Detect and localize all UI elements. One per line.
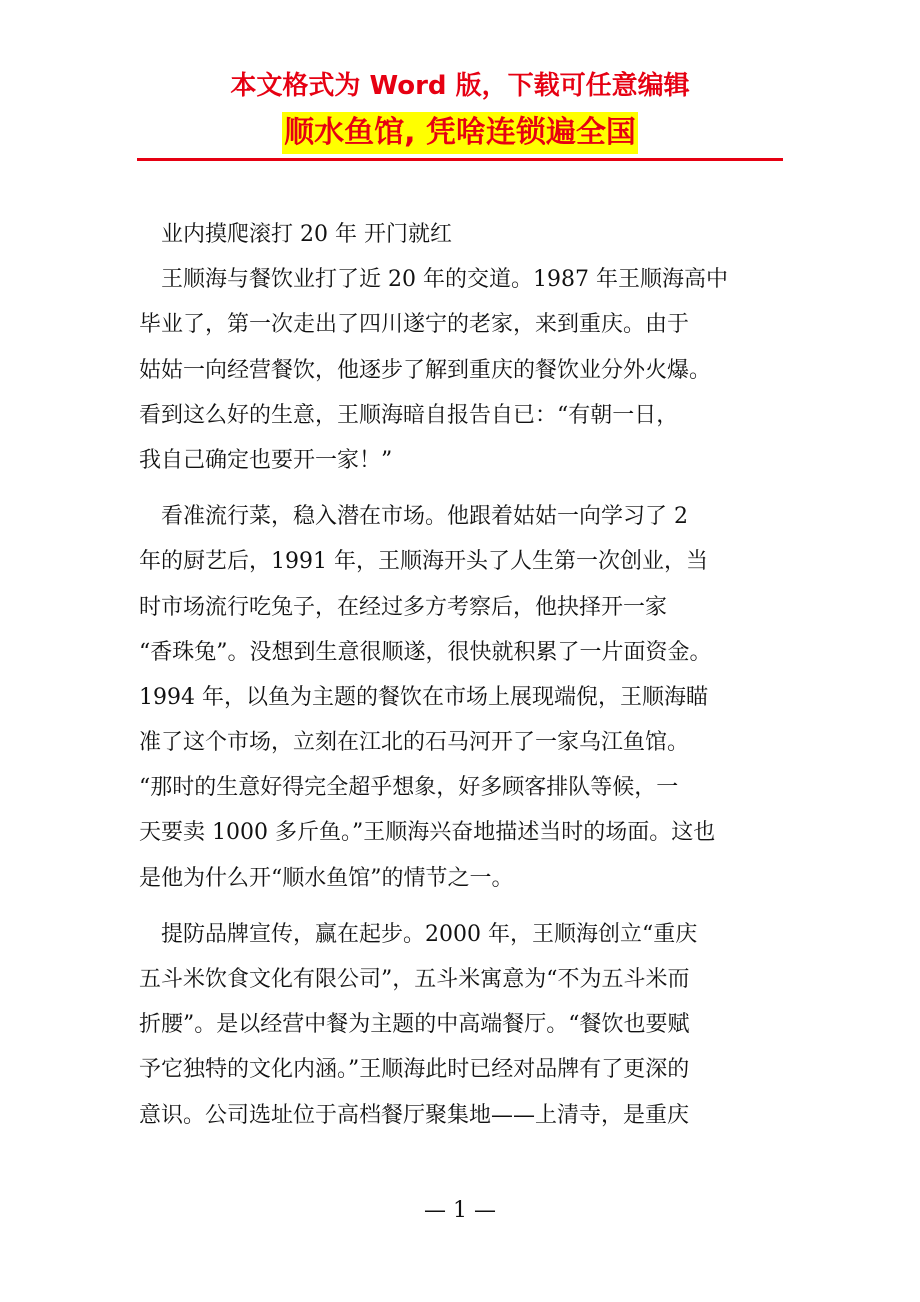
text-line: “香珠兔”。没想到生意很顺遂，很快就积累了一片面资金。 bbox=[139, 639, 712, 665]
text-line: 年的厨艺后，1991 年，王顺海开头了人生第一次创业，当 bbox=[139, 549, 708, 575]
document-title: 顺水鱼馆, 凭啥连锁遍全国 bbox=[282, 112, 638, 154]
text-line: 时市场流行吃兔子，在经过多方考察后，他抉择开一家 bbox=[139, 594, 668, 620]
text-line: 五斗米饮食文化有限公司”，五斗米寓意为“不为五斗米而 bbox=[139, 967, 690, 992]
text-line: 姑姑一向经营餐饮，他逐步了解到重庆的餐饮业分外火爆。 bbox=[139, 357, 712, 383]
section-heading: 业内摸爬滚打 20 年 开门就红 bbox=[139, 222, 452, 247]
text-line: 看到这么好的生意，王顺海暗自报告自已：“有朝一日， bbox=[139, 402, 679, 428]
text-line: 1994 年，以鱼为主题的餐饮在市场上展现端倪，王顺海瞄 bbox=[139, 684, 708, 710]
title-container bbox=[0, 112, 920, 154]
text-line: 王顺海与餐饮业打了近 20 年的交道。1987 年王顺海高中 bbox=[139, 267, 728, 293]
text-line: “那时的生意好得完全超乎想象，好多顾客排队等候，一 bbox=[139, 775, 679, 801]
text-line: 意识。公司选址位于高档餐厅聚集地——上清寺，是重庆 bbox=[139, 1102, 690, 1128]
title-divider bbox=[137, 158, 783, 161]
text-line: 是他为什么开“顺水鱼馆”的情节之一。 bbox=[139, 865, 514, 891]
format-banner: 本文格式为 Word 版，下载可任意编辑 bbox=[230, 71, 690, 101]
text-line: 提防品牌宣传，赢在起步。2000 年，王顺海创立“重庆 bbox=[139, 921, 698, 947]
text-line: 折腰”。是以经营中餐为主题的中高端餐厅。“餐饮也要赋 bbox=[139, 1012, 690, 1038]
text-line: 准了这个市场，立刻在江北的石马河开了一家乌江鱼馆。 bbox=[139, 730, 690, 756]
text-line: 予它独特的文化内涵。”王顺海此时已经对品牌有了更深的 bbox=[139, 1057, 690, 1083]
text-line: 看准流行菜，稳入潜在市场。他跟着姑姑一向学习了 2 bbox=[139, 504, 688, 530]
article-body bbox=[139, 212, 789, 1138]
page-number: — 1 — bbox=[424, 1198, 496, 1223]
text-line: 毕业了，第一次走出了四川遂宁的老家，来到重庆。由于 bbox=[139, 312, 690, 338]
text-line: 天要卖 1000 多斤鱼。”王顺海兴奋地描述当时的场面。这也 bbox=[139, 820, 716, 846]
paragraph-gap bbox=[139, 901, 789, 912]
text-line: 我自己确定也要开一家！” bbox=[139, 447, 393, 473]
paragraph-gap bbox=[139, 483, 789, 494]
